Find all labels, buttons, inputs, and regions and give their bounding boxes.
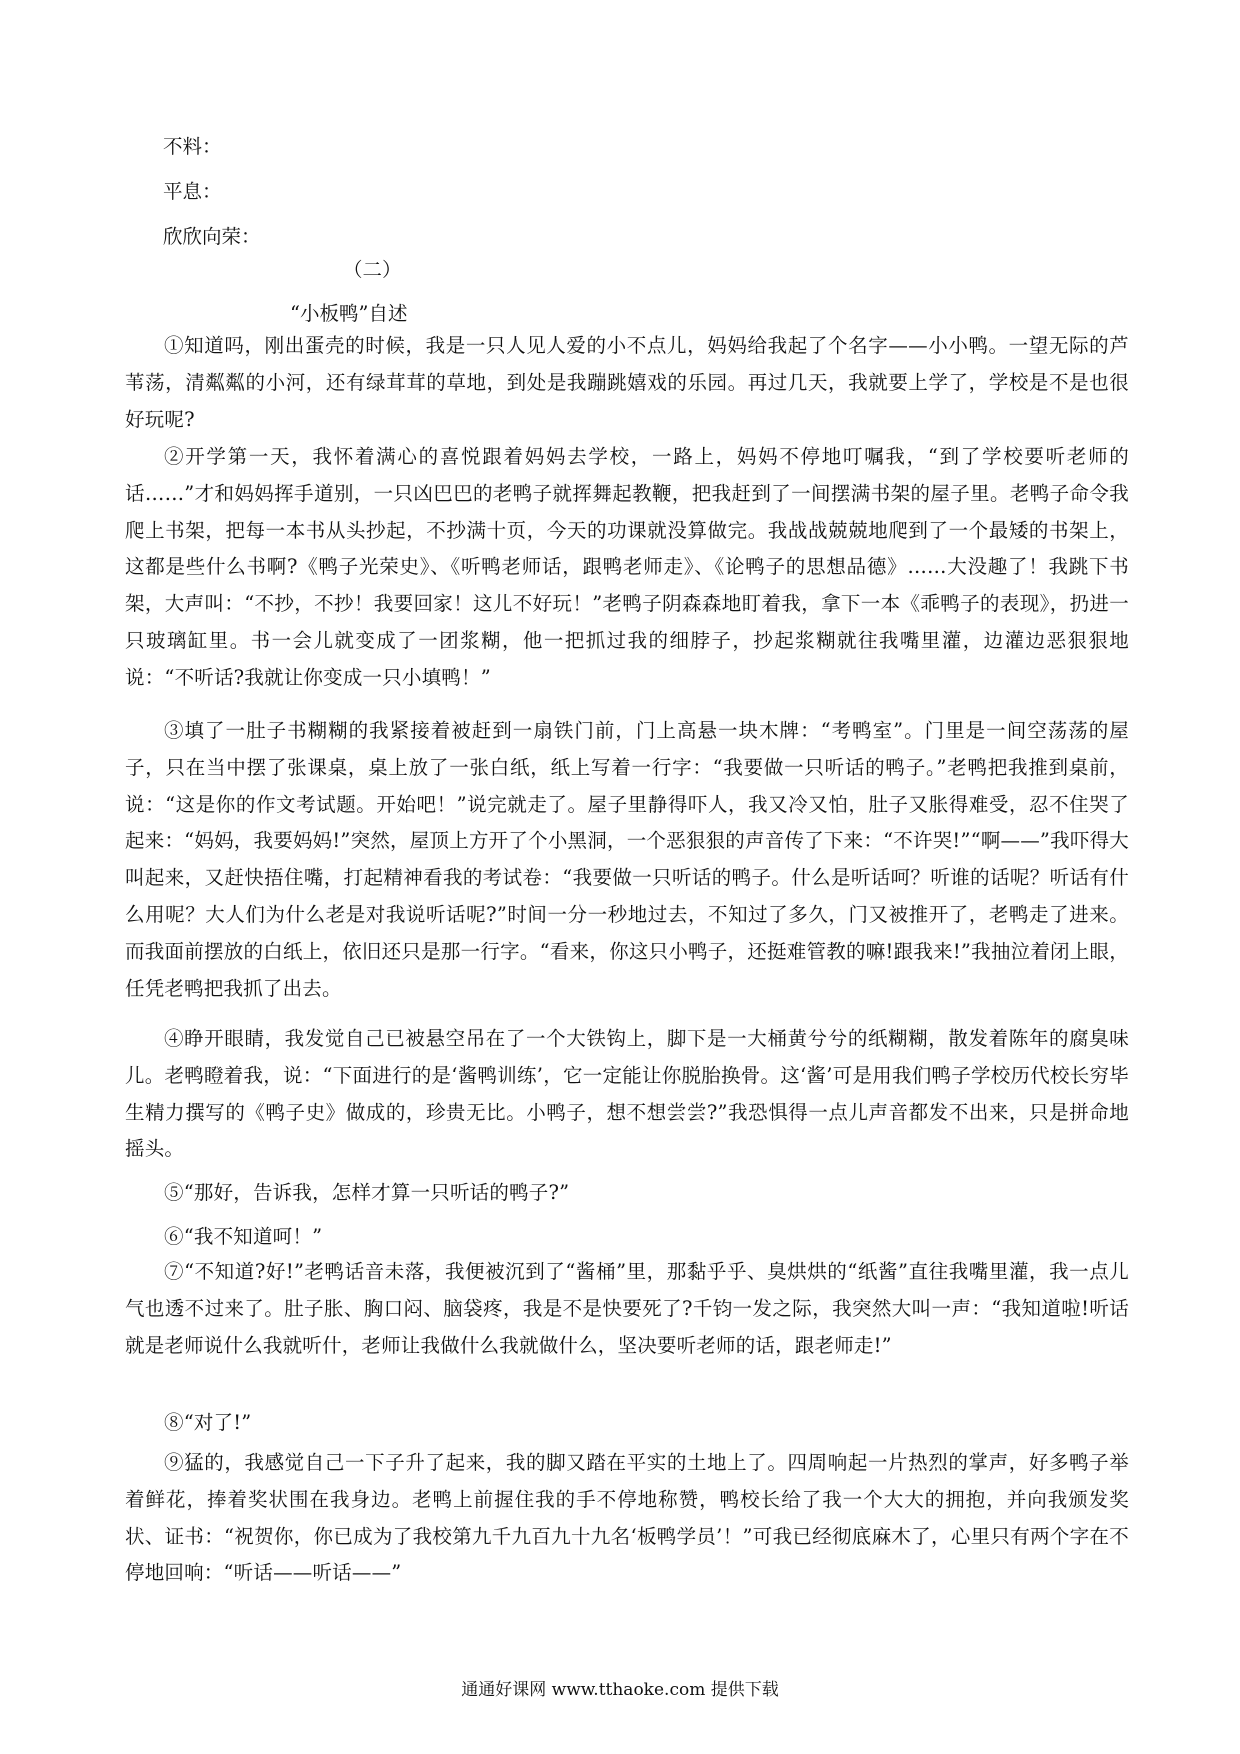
footer-credit: 通通好课网 www.tthaoke.com 提供下载: [461, 1680, 779, 1700]
passage-title: “小板鸭”自述: [290, 302, 408, 325]
paragraph-7: ⑦“不知道?好!”老鸭话音未落，我便被沉到了“酱桶”里，那黏乎乎、臭烘烘的“纸酱”直往我嘴里灌，我一点儿气也透不过来了。肚子胀、胸口闷、脑袋疼，我是不是快要死了?千钧一发之际，我突然大叫一声：“我知道啦!听话就是老师说什么我就听什，老师让我做什么我就做什么，坚决要听老师的话，跟老师走!”: [125, 1260, 1129, 1357]
paragraph-3: ③填了一肚子书糊糊的我紧接着被赶到一扇铁门前，门上高悬一块木牌：“考鸭室”。门里是一间空荡荡的屋子，只在当中摆了张课桌，桌上放了一张白纸，纸上写着一行字：“我要做一只听话的鸭子。”老鸭把我推到桌前，说：“这是你的作文考试题。开始吧！”说完就走了。屋子里静得吓人，我又冷又怕，肚子又胀得难受，忍不住哭了起来：“妈妈，我要妈妈!”突然，屋顶上方开了个小黑洞，一个恶狠狠的声音传了下来：“不许哭!”“啊——”我吓得大叫起来，又赶快捂住嘴，打起精神看我的考试卷：“我要做一只听话的鸭子。什么是听话呵？听谁的话呢？听话有什么用呢？大人们为什么老是对我说听话呢?”时间一分一秒地过去，不知过了多久，门又被推开了，老鸭走了进来。而我面前摆放的白纸上，依旧还只是那一行字。“看来，你这只小鸭子，还挺难管教的嘛!跟我来!”我抽泣着闭上眼，任凭老鸭把我抓了出去。: [125, 719, 1129, 1000]
vocab-prompt-1: 不料：: [163, 135, 222, 158]
vocab-prompt-2: 平息：: [163, 180, 222, 203]
paragraph-9: ⑨猛的，我感觉自己一下子升了起来，我的脚又踏在平实的土地上了。四周响起一片热烈的掌声，好多鸭子举着鲜花，捧着奖状围在我身边。老鸭上前握住我的手不停地称赞，鸭校长给了我一个大大的拥抱，并向我颁发奖状、证书：“祝贺你，你已成为了我校第九千九百九十九名‘板鸭学员’！”可我已经彻底麻木了，心里只有两个字在不停地回响：“听话——听话——”: [125, 1451, 1129, 1585]
paragraph-1: ①知道吗，刚出蛋壳的时候，我是一只人见人爱的小不点儿，妈妈给我起了个名字——小小鸭。一望无际的芦苇荡，清粼粼的小河，还有绿茸茸的草地，到处是我蹦跳嬉戏的乐园。再过几天，我就要上学了，学校是不是也很好玩呢?: [125, 334, 1129, 431]
paragraph-2: ②开学第一天，我怀着满心的喜悦跟着妈妈去学校，一路上，妈妈不停地叮嘱我，“到了学校要听老师的话……”才和妈妈挥手道别，一只凶巴巴的老鸭子就挥舞起教鞭，把我赶到了一间摆满书架的屋子里。老鸭子命令我爬上书架，把每一本书从头抄起，不抄满十页，今天的功课就没算做完。我战战兢兢地爬到了一个最矮的书架上，这都是些什么书啊?《鸭子光荣史》、《听鸭老师话，跟鸭老师走》、《论鸭子的思想品德》……大没趣了！我跳下书架，大声叫：“不抄，不抄！我要回家！这儿不好玩！”老鸭子阴森森地盯着我，拿下一本《乖鸭子的表现》，扔进一只玻璃缸里。书一会儿就变成了一团浆糊，他一把抓过我的细脖子，抄起浆糊就往我嘴里灌，边灌边恶狠狠地说：“不听话?我就让你变成一只小填鸭！”: [125, 445, 1129, 689]
paragraph-5: ⑤“那好，告诉我，怎样才算一只听话的鸭子?”: [164, 1181, 570, 1204]
vocab-prompt-3: 欣欣向荣：: [163, 225, 261, 248]
section-number: （二）: [343, 258, 402, 281]
paragraph-6: ⑥“我不知道呵！”: [164, 1225, 323, 1248]
paragraph-4: ④睁开眼睛，我发觉自己已被悬空吊在了一个大铁钩上，脚下是一大桶黄兮兮的纸糊糊，散发着陈年的腐臭味儿。老鸭瞪着我，说：“下面进行的是‘酱鸭训练’，它一定能让你脱胎换骨。这‘酱’可是用我们鸭子学校历代校长穷毕生精力撰写的《鸭子史》做成的，珍贵无比。小鸭子，想不想尝尝?”我恐惧得一点儿声音都发不出来，只是拼命地摇头。: [125, 1027, 1129, 1161]
paragraph-8: ⑧“对了!”: [164, 1411, 252, 1434]
